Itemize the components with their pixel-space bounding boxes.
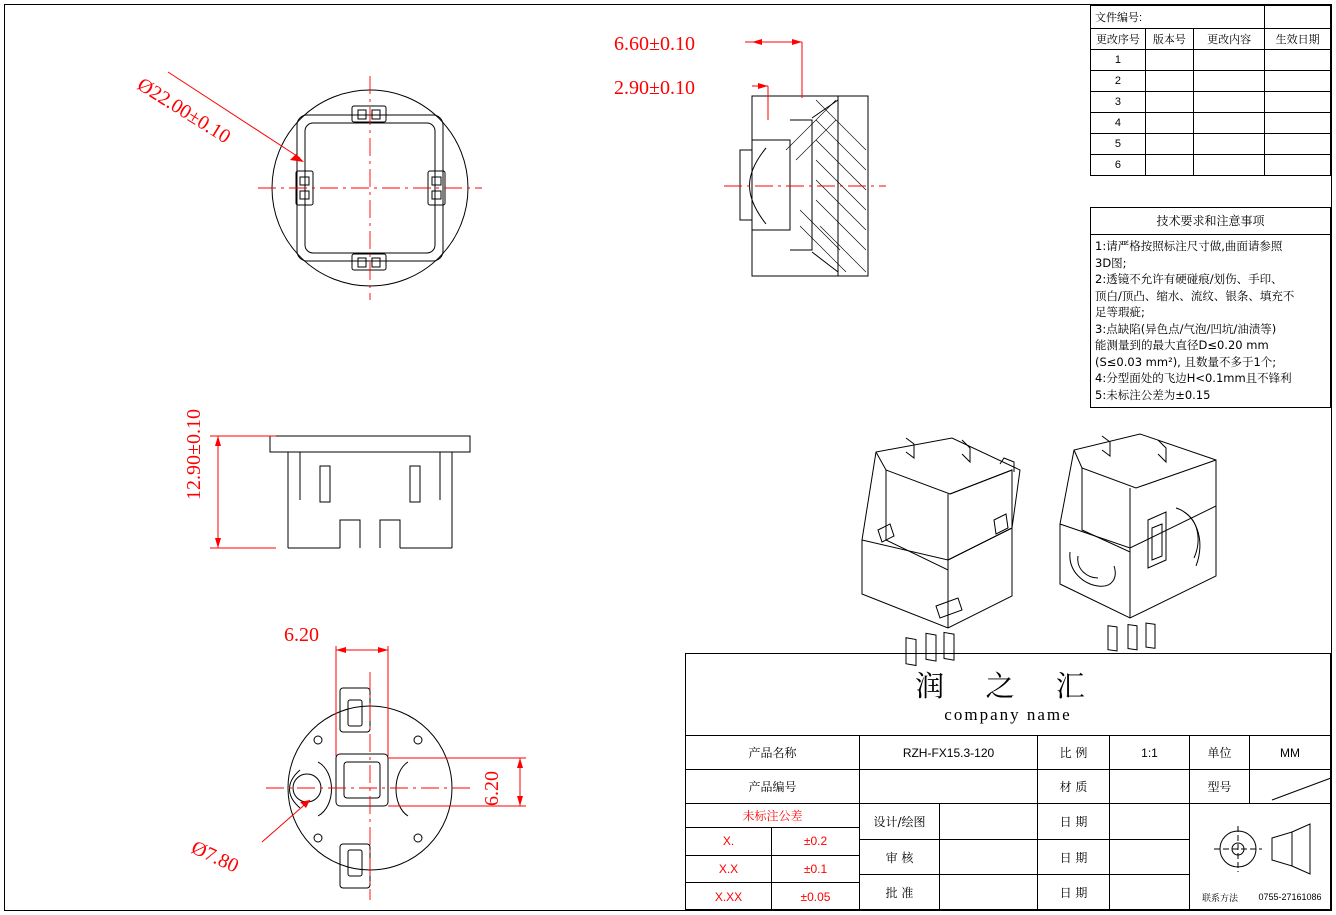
rev-cell-date[interactable] <box>1265 134 1331 155</box>
rev-header-seq: 更改序号 <box>1091 29 1146 50</box>
rev-header-version: 版本号 <box>1145 29 1193 50</box>
note-line: (S≤0.03 mm²), 且数量不多于1个; <box>1095 354 1277 369</box>
unit-value[interactable]: MM <box>1280 745 1300 760</box>
table-row <box>1091 155 1331 176</box>
rev-header-date: 生效日期 <box>1265 29 1331 50</box>
dim-line-bottom-height <box>388 758 526 806</box>
dim-diameter-outer: Ø22.00±0.10 <box>133 73 235 149</box>
table-row <box>686 856 859 884</box>
date-value-1[interactable] <box>1110 804 1189 839</box>
scale-label: 比 例 <box>1038 736 1110 769</box>
rev-row-index: 2 <box>1091 71 1146 92</box>
tolerance-signoff-row <box>686 804 1037 910</box>
model-label: 型号 <box>1190 770 1250 803</box>
date-row <box>1038 875 1189 910</box>
product-name-label: 产品名称 <box>686 736 860 769</box>
dim-line-height-step <box>752 83 768 120</box>
material-label: 材 质 <box>1038 770 1110 803</box>
tolerance-key: X. <box>686 828 772 855</box>
note-line: 能测量到的最大直径D≤0.20 mm <box>1095 338 1269 352</box>
rev-row-index: 5 <box>1091 134 1146 155</box>
note-line: 5:未标注公差为±0.15 <box>1095 387 1211 402</box>
dim-height-step: 2.90±0.10 <box>614 77 695 99</box>
rev-row-index: 3 <box>1091 92 1146 113</box>
rev-cell-date[interactable] <box>1265 155 1331 176</box>
product-code-value[interactable] <box>860 770 1037 803</box>
table-row <box>1091 92 1331 113</box>
dim-bottom-width: 6.20 <box>284 624 319 646</box>
notes-title: 技术要求和注意事项 <box>1091 208 1330 235</box>
scale-material-column <box>1038 736 1190 910</box>
rev-cell-version[interactable] <box>1145 155 1193 176</box>
date-row <box>1038 840 1189 876</box>
view-iso-left <box>862 438 1020 666</box>
dim-line-side-height <box>210 436 276 548</box>
note-line: 1:请严格按照标注尺寸做,曲面请参照 <box>1095 239 1283 253</box>
rev-cell-date[interactable] <box>1265 50 1331 71</box>
dim-diameter-inner: Ø7.80 <box>187 836 243 878</box>
table-row <box>1091 134 1331 155</box>
contact-row <box>1190 884 1330 910</box>
date-label: 日 期 <box>1038 840 1110 875</box>
table-row <box>1091 71 1331 92</box>
tolerance-value: ±0.05 <box>800 889 831 904</box>
date-label: 日 期 <box>1038 804 1110 839</box>
rev-cell-content[interactable] <box>1193 50 1264 71</box>
view-iso-right <box>1060 434 1216 651</box>
rev-cell-version[interactable] <box>1145 113 1193 134</box>
product-code-label: 产品编号 <box>686 770 860 803</box>
tolerance-key: X.X <box>686 856 772 883</box>
note-line: 3:点缺陷(异色点/气泡/凹坑/油渍等) <box>1095 321 1277 336</box>
approve-label: 批 准 <box>860 875 940 910</box>
rev-cell-version[interactable] <box>1145 71 1193 92</box>
rev-cell-date[interactable] <box>1265 92 1331 113</box>
rev-cell-date[interactable] <box>1265 71 1331 92</box>
note-line: 2:透镜不允许有硬碰痕/划伤、手印、 <box>1095 272 1283 286</box>
dim-line-height-total <box>745 39 802 98</box>
revision-header-row <box>1091 29 1331 50</box>
approve-row <box>860 875 1037 910</box>
tolerance-key: X.XX <box>686 883 772 910</box>
company-banner <box>686 654 1330 736</box>
technical-notes-box <box>1090 207 1331 408</box>
note-line: 足等瑕疵; <box>1095 305 1145 319</box>
rev-header-content: 更改内容 <box>1193 29 1264 50</box>
rev-row-index: 4 <box>1091 113 1146 134</box>
signoff-table <box>860 804 1037 910</box>
review-row <box>860 840 1037 876</box>
unit-model-column <box>1190 736 1330 910</box>
title-block <box>685 653 1331 910</box>
product-info-column <box>686 736 1038 910</box>
table-row <box>1091 50 1331 71</box>
date-value-3[interactable] <box>1110 875 1189 910</box>
contact-value: 0755-27161086 <box>1258 892 1322 902</box>
rev-cell-version[interactable] <box>1145 50 1193 71</box>
doc-number-value[interactable] <box>1265 6 1331 29</box>
doc-number-label: 文件编号: <box>1091 6 1265 29</box>
rev-cell-content[interactable] <box>1193 71 1264 92</box>
dim-side-height: 12.90±0.10 <box>183 409 205 500</box>
table-row <box>1091 113 1331 134</box>
centerline-front <box>258 76 482 300</box>
model-row <box>1190 770 1330 804</box>
table-row <box>686 828 859 856</box>
company-name-cn: 润 之 汇 <box>915 669 1101 703</box>
unit-label: 单位 <box>1190 736 1250 769</box>
date-row <box>1038 804 1189 840</box>
product-name-row <box>686 736 1037 770</box>
notes-body <box>1091 235 1330 407</box>
note-line: 顶白/顶凸、缩水、流纹、银条、填充不 <box>1095 288 1295 303</box>
tolerance-title: 未标注公差 <box>686 804 859 828</box>
material-row <box>1038 770 1189 804</box>
tolerance-value: ±0.2 <box>803 834 828 849</box>
table-row <box>686 883 859 910</box>
tolerance-value: ±0.1 <box>803 862 828 876</box>
unit-row <box>1190 736 1330 770</box>
scale-row <box>1038 736 1189 770</box>
design-label: 设计/绘图 <box>860 804 940 839</box>
rev-cell-version[interactable] <box>1145 92 1193 113</box>
date-value-2[interactable] <box>1110 840 1189 875</box>
material-value[interactable] <box>1110 770 1189 803</box>
rev-cell-content[interactable] <box>1193 113 1264 134</box>
rev-cell-date[interactable] <box>1265 113 1331 134</box>
model-icon-area <box>1190 804 1330 884</box>
revision-doc-row <box>1091 6 1331 29</box>
title-block-grid <box>686 736 1330 910</box>
rev-cell-content[interactable] <box>1193 134 1264 155</box>
review-value[interactable] <box>940 840 1037 875</box>
rev-cell-version[interactable] <box>1145 134 1193 155</box>
view-side <box>270 436 470 548</box>
review-label: 审 核 <box>860 840 940 875</box>
rev-cell-content[interactable] <box>1193 155 1264 176</box>
rev-row-index: 6 <box>1091 155 1146 176</box>
product-code-row <box>686 770 1037 804</box>
rev-row-index: 1 <box>1091 50 1146 71</box>
approve-value[interactable] <box>940 875 1037 910</box>
rev-cell-content[interactable] <box>1193 92 1264 113</box>
model-value[interactable] <box>1250 770 1330 803</box>
date-label: 日 期 <box>1038 875 1110 910</box>
revision-table <box>1090 5 1331 176</box>
note-line: 4:分型面处的飞边H<0.1mm且不锋利 <box>1095 371 1292 385</box>
centerline-back <box>266 672 474 900</box>
design-value[interactable] <box>940 804 1037 839</box>
company-name-en: company name <box>944 705 1072 724</box>
scale-value[interactable]: 1:1 <box>1141 745 1158 760</box>
tolerance-table <box>686 804 860 910</box>
note-line: 3D图; <box>1095 255 1127 270</box>
product-name-value[interactable]: RZH-FX15.3-120 <box>902 745 995 760</box>
contact-label: 联系方法 <box>1201 893 1238 904</box>
dim-height-total: 6.60±0.10 <box>614 33 695 55</box>
design-row <box>860 804 1037 840</box>
dim-bottom-height: 6.20 <box>481 771 503 806</box>
